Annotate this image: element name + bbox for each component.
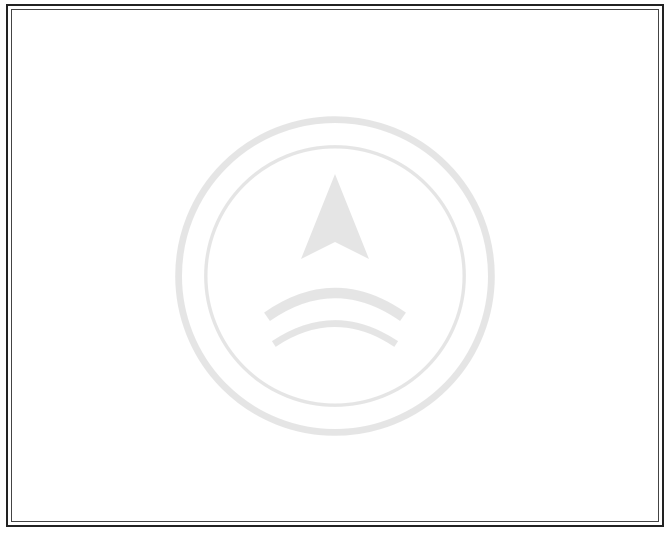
notice-content [22,12,648,519]
notice-border [6,4,664,527]
notice-body [22,54,648,454]
issuer-name [8,497,662,523]
notice-title [22,14,648,50]
